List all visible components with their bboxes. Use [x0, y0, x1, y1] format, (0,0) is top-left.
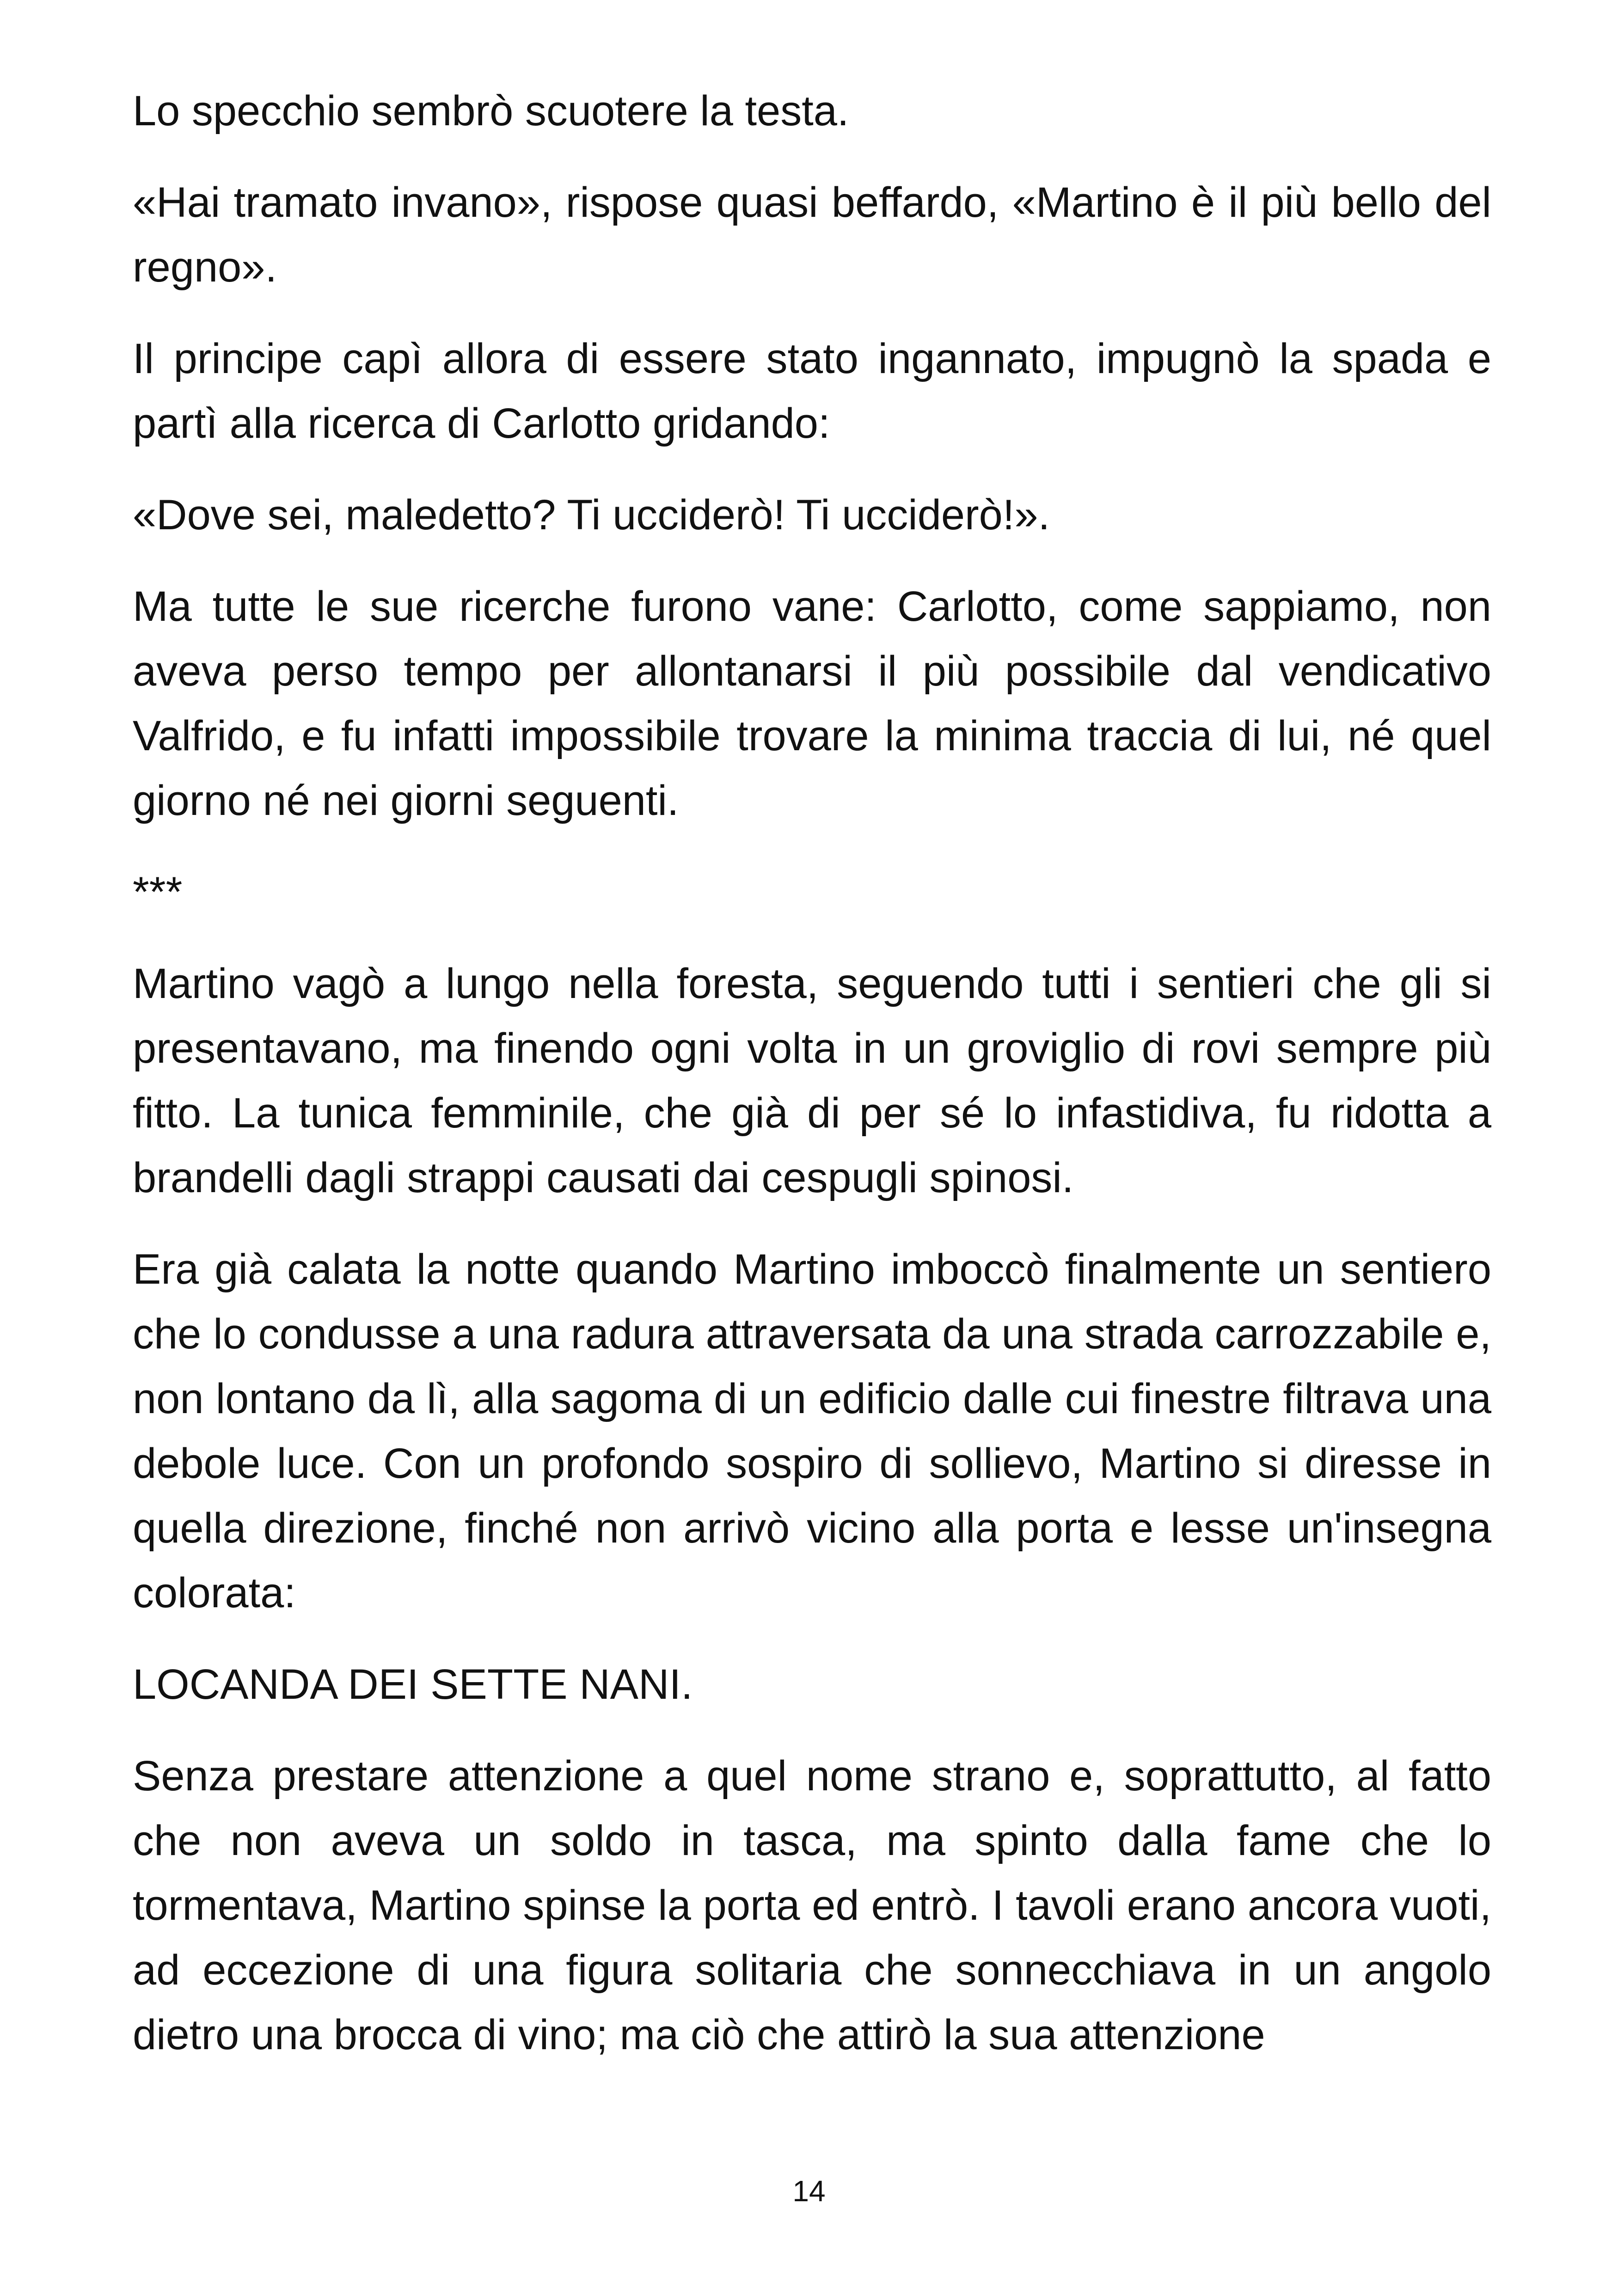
paragraph-prince-deceived: Il principe capì allora di essere stato ingannato, impugnò la spada e partì alla ricerca di Carlotto gridando: [133, 335, 1491, 447]
page-number: 14 [792, 2174, 826, 2208]
section-separator: *** [133, 869, 183, 916]
paragraph-prince-shout: «Dove sei, maledetto? Ti ucciderò! Ti ucciderò!». [133, 491, 1050, 539]
paragraph-martino-forest: Martino vagò a lungo nella foresta, seguendo tutti i sentieri che gli si presentavano, ma finendo ogni volta in un groviglio di rovi sempre più fitto. La tunica femminile, che già di per sé lo infastidiva, fu ridotta a brandelli dagli strappi causati dai cespugli spinosi. [133, 960, 1491, 1201]
paragraph-night-inn: Era già calata la notte quando Martino imboccò finalmente un sentiero che lo condusse a una radura attraversata da una strada carrozzabile e, non lontano da lì, alla sagoma di un edificio dalle cui finestre filtrava una debole luce. Con un profondo sospiro di sollievo, Martino si diresse in quella direzione, finché non arrivò vicino alla porta e lesse un'insegna colorata: [133, 1246, 1491, 1616]
paragraph-inn-sign: LOCANDA DEI SETTE NANI. [133, 1661, 693, 1708]
page-body-text [133, 79, 1491, 2094]
paragraph-mirror-shakes-head: Lo specchio sembrò scuotere la testa. [133, 87, 849, 135]
paragraph-enters-inn: Senza prestare attenzione a quel nome strano e, soprattutto, al fatto che non aveva un soldo in tasca, ma spinto dalla fame che lo tormentava, Martino spinse la porta ed entrò. I tavoli erano ancora vuoti, ad eccezione di una figura solitaria che sonnecchiava in un angolo dietro una brocca di vino; ma ciò che attirò la sua attenzione [133, 1752, 1491, 2058]
paragraph-search-vain: Ma tutte le sue ricerche furono vane: Carlotto, come sappiamo, non aveva perso tempo per allontanarsi il più possibile dal vendicativo Valfrido, e fu infatti impossibile trovare la minima traccia di lui, né quel giorno né nei giorni seguenti. [133, 583, 1491, 824]
paragraph-mirror-reply: «Hai tramato invano», rispose quasi beffardo, «Martino è il più bello del regno». [133, 179, 1491, 291]
